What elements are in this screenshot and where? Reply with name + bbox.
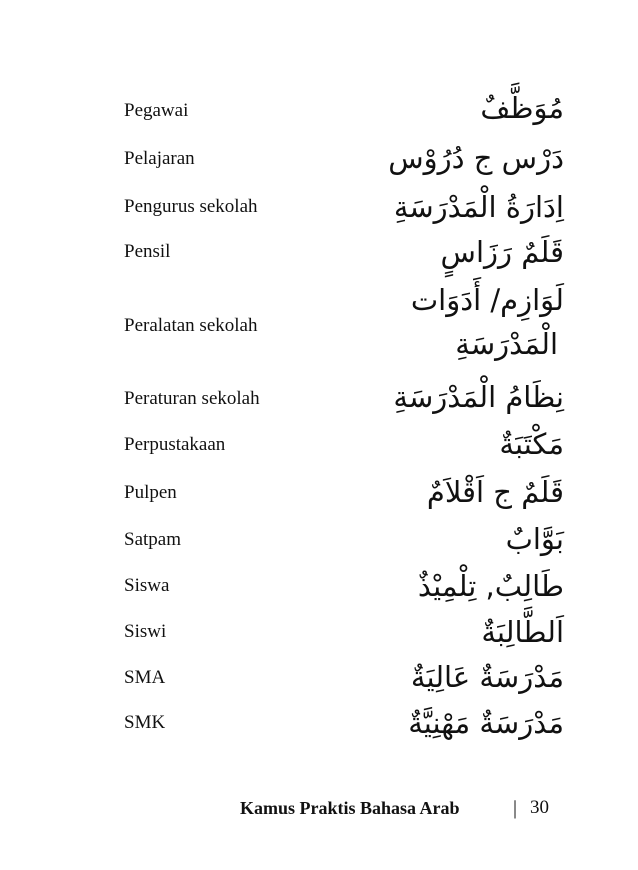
arabic-term: اَلطَّالِبَةٌ <box>481 615 564 649</box>
arabic-term: طَالِبٌ, تِلْمِيْذٌ <box>417 569 564 603</box>
indonesian-term: Pegawai <box>124 100 189 121</box>
arabic-term: اِدَارَةُ الْمَدْرَسَةِ <box>393 190 564 224</box>
entry-siswa <box>124 566 564 606</box>
indonesian-term: Peraturan sekolah <box>124 388 260 409</box>
entry-pegawai <box>124 88 564 128</box>
arabic-term: قَلَمٌ ج اَقْلاَمٌ <box>426 475 564 509</box>
arabic-term: مَدْرَسَةٌ مَهْنِيَّةٌ <box>408 706 564 740</box>
entry-perpustakaan <box>124 424 564 464</box>
page-footer <box>240 795 570 821</box>
arabic-term-line-2: الْمَدْرَسَةِ <box>455 327 558 361</box>
arabic-term: مَدْرَسَةٌ عَالِيَةٌ <box>410 660 564 694</box>
footer-separator: | <box>513 797 518 819</box>
arabic-term: مَكْتَبَةٌ <box>499 427 564 461</box>
indonesian-term: Pensil <box>124 241 171 262</box>
entry-pensil <box>124 232 564 272</box>
arabic-term: بَوَّابٌ <box>505 522 564 556</box>
entry-smk <box>124 703 564 743</box>
entry-sma <box>124 657 564 697</box>
entry-peralatan-sekolah <box>124 280 564 370</box>
indonesian-term: Satpam <box>124 529 181 550</box>
indonesian-term: Pengurus sekolah <box>124 196 258 217</box>
arabic-term: دَرْس ج دُرُوْس <box>388 141 564 175</box>
indonesian-term: Siswi <box>124 621 167 642</box>
entry-peraturan-sekolah <box>124 377 564 417</box>
arabic-term: قَلَمٌ رَزَاسٍ <box>440 235 564 269</box>
indonesian-term: Peralatan sekolah <box>124 315 258 336</box>
indonesian-term: SMA <box>124 667 166 688</box>
page-number: 30 <box>530 797 549 818</box>
indonesian-term: Siswa <box>124 575 170 596</box>
entry-satpam <box>124 519 564 559</box>
entry-pelajaran <box>124 138 564 178</box>
entry-pengurus-sekolah <box>124 187 564 227</box>
indonesian-term: Pulpen <box>124 482 177 503</box>
indonesian-term: Pelajaran <box>124 148 195 169</box>
indonesian-term: Perpustakaan <box>124 434 226 455</box>
arabic-term: نِظَامُ الْمَدْرَسَةِ <box>393 380 564 414</box>
entry-pulpen <box>124 472 564 512</box>
indonesian-term: SMK <box>124 712 166 733</box>
arabic-term: مُوَظَّفٌ <box>480 91 564 125</box>
book-title: Kamus Praktis Bahasa Arab <box>240 798 460 818</box>
arabic-term-line-1: لَوَازِم/ أَدَوَات <box>410 283 564 317</box>
entry-siswi <box>124 612 564 652</box>
